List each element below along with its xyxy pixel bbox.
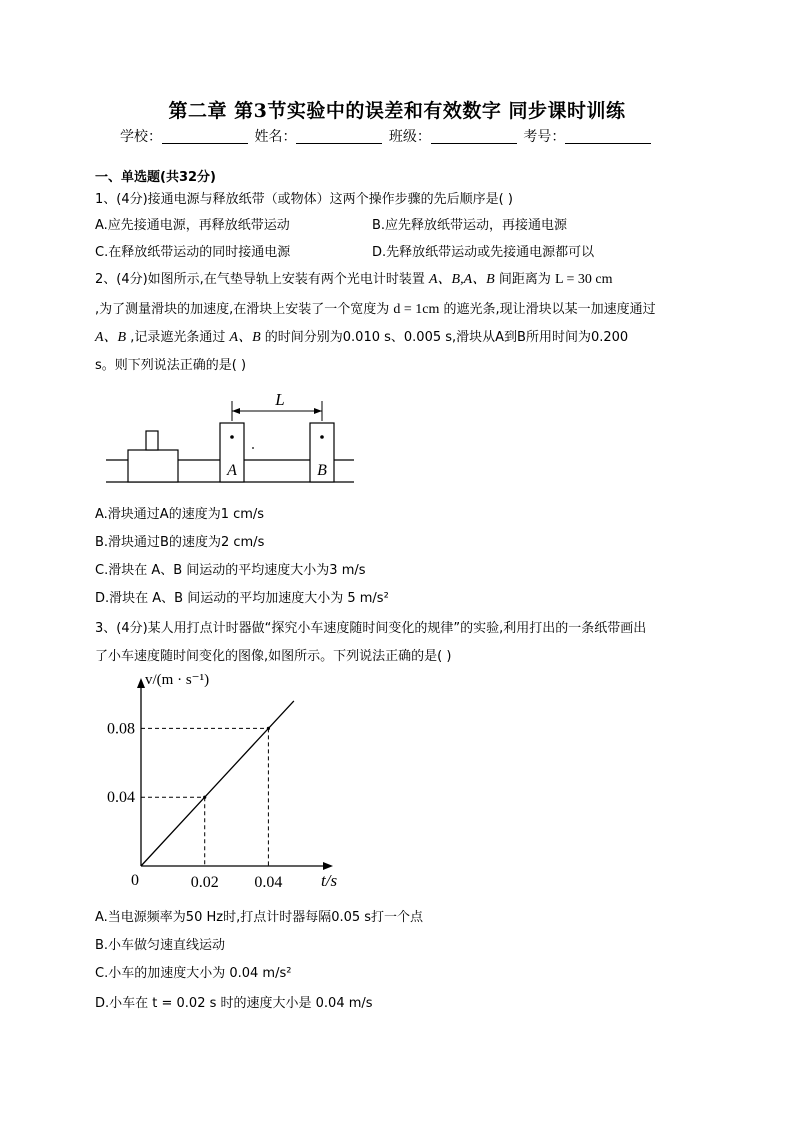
q1-option-d[interactable]: D.先释放纸带运动或先接通电源都可以 (372, 245, 595, 260)
q2-text: ,为了测量滑块的加速度,在滑块上安装了一个宽度为 (95, 302, 390, 317)
section-title: 一、单选题(共32分) (95, 170, 216, 185)
arrowhead-right (314, 408, 322, 414)
q2-option-c[interactable]: C.滑块在 A、B 间运动的平均速度大小为3 m/s (95, 563, 366, 578)
q2-stem-line2 (95, 298, 656, 318)
x-tick-label-2: 0.04 (254, 874, 283, 891)
q3-option-d[interactable]: D.小车在 t = 0.02 s 时的速度大小是 0.04 m/s (95, 996, 373, 1011)
q2-option-d[interactable]: D.滑块在 A、B 间运动的平均加速度大小为 5 m/s² (95, 591, 389, 606)
q2-text: 的时间分别为0.010 s、0.005 s,滑块从A到B所用时间为0.200 (264, 330, 629, 345)
arrowhead-left (232, 408, 240, 414)
student-info-row (120, 126, 653, 146)
q2-text: 的遮光条,现让滑块以某一加速度通过 (443, 302, 656, 317)
stray-dot (252, 447, 254, 449)
label-B: B (317, 462, 327, 479)
label-L: L (275, 390, 285, 409)
class-blank[interactable] (431, 129, 517, 144)
q2-stem-line4: s。则下列说法正确的是( ) (95, 358, 247, 373)
y-axis-label: v/(m · s⁻¹) (145, 672, 210, 688)
q2-stem-line3 (95, 326, 628, 346)
series-line-v (141, 701, 294, 866)
q2-text: 间距离为 (498, 272, 551, 287)
page-title: 第二章 第3节实验中的误差和有效数字 同步课时训练 (168, 100, 626, 122)
q2-var: A、B (229, 330, 261, 345)
q2-var: d = 1cm (393, 302, 440, 317)
class-label: 班级： (388, 129, 431, 145)
q3-stem-line2: 了小车速度随时间变化的图像,如图所示。下列说法正确的是( ) (95, 649, 452, 664)
photogate-b-dot (320, 435, 324, 439)
q2-option-a[interactable]: A.滑块通过A的速度为1 cm/s (95, 507, 265, 522)
name-label: 姓名： (254, 129, 297, 145)
q2-var: A、B,A、B (428, 272, 495, 287)
x-tick-label-1: 0.02 (190, 874, 219, 891)
photogate-a-dot (230, 435, 234, 439)
q1-stem: 1、(4分)接通电源与释放纸带（或物体）这两个操作步骤的先后顺序是( ) (95, 192, 513, 207)
q1-option-b[interactable]: B.应先释放纸带运动，再接通电源 (372, 218, 568, 233)
q2-var: L = 30 cm (554, 272, 613, 287)
exam-no-label: 考号： (523, 129, 566, 145)
q1-option-a[interactable]: A.应先接通电源，再释放纸带运动 (95, 218, 290, 233)
x-axis-label: t/s (321, 871, 338, 890)
x-axis-arrowhead (323, 862, 333, 870)
y-axis-arrowhead (137, 678, 145, 688)
slider-block (128, 450, 178, 482)
air-track-figure (100, 385, 360, 485)
q3-stem-line1: 3、(4分)某人用打点计时器做“探究小车速度随时间变化的规律”的实验,利用打出的一条纸带画出 (95, 621, 647, 636)
school-label: 学校： (120, 129, 162, 145)
velocity-time-chart (95, 672, 345, 897)
light-shield-strip (146, 431, 158, 450)
q2-var: A、B (95, 330, 127, 345)
q2-stem-line1 (95, 268, 613, 288)
q3-option-b[interactable]: B.小车做匀速直线运动 (95, 938, 226, 953)
q2-text: ,记录遮光条通过 (130, 330, 226, 345)
label-A: A (227, 462, 237, 479)
q3-option-c[interactable]: C.小车的加速度大小为 0.04 m/s² (95, 966, 292, 981)
q3-option-a[interactable]: A.当电源频率为50 Hz时,打点计时器每隔0.05 s打一个点 (95, 910, 424, 925)
q2-text: 2、(4分)如图所示,在气垫导轨上安装有两个光电计时装置 (95, 272, 425, 287)
q1-option-c[interactable]: C.在释放纸带运动的同时接通电源 (95, 245, 291, 260)
y-tick-label-0: 0.04 (107, 789, 135, 807)
name-blank[interactable] (296, 129, 382, 144)
x-tick-label-0: 0 (131, 872, 139, 889)
exam-no-blank[interactable] (565, 129, 651, 144)
y-tick-label-1: 0.08 (107, 720, 135, 738)
q2-option-b[interactable]: B.滑块通过B的速度为2 cm/s (95, 535, 265, 550)
school-blank[interactable] (162, 129, 248, 144)
